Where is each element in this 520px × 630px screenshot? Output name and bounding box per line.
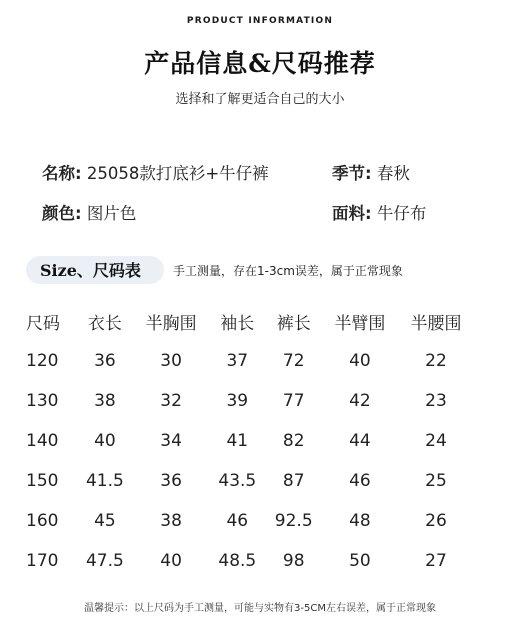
table-cell: 44 (349, 431, 371, 451)
table-cell: 160 (26, 511, 59, 531)
table-cell: 22 (425, 351, 447, 371)
info-name-value: 25058款打底衫+牛仔裤 (86, 164, 269, 183)
table-cell: 120 (26, 351, 59, 371)
table-cell: 150 (26, 471, 59, 491)
table-cell: 41 (226, 431, 249, 451)
table-cell: 72 (282, 351, 305, 371)
table-cell: 38 (160, 511, 182, 531)
info-fabric (332, 200, 426, 224)
info-fabric-key: 面料: (332, 204, 372, 223)
table-cell: 25 (425, 471, 447, 491)
table-row (26, 541, 474, 581)
table-cell: 82 (282, 431, 305, 451)
table-cell: 40 (94, 431, 116, 451)
info-color (42, 200, 136, 224)
header-cell-pants-length: 裤长 (276, 313, 311, 334)
table-cell: 40 (160, 551, 182, 571)
size-table (26, 301, 474, 581)
table-cell: 42 (349, 391, 371, 411)
info-name-key: 名称: (42, 164, 82, 183)
table-cell: 130 (26, 391, 59, 411)
table-cell: 46 (226, 511, 249, 531)
info-fabric-value: 牛仔布 (376, 204, 427, 223)
info-season (332, 160, 410, 184)
table-cell: 92.5 (274, 511, 313, 531)
table-row (26, 421, 474, 461)
table-cell: 38 (94, 391, 116, 411)
table-cell: 87 (282, 471, 305, 491)
table-cell: 24 (425, 431, 447, 451)
table-row (26, 461, 474, 501)
table-cell: 39 (226, 391, 249, 411)
table-cell: 37 (226, 351, 249, 371)
table-cell: 26 (425, 511, 447, 531)
table-cell: 41.5 (85, 471, 124, 491)
table-row (26, 501, 474, 541)
table-cell: 32 (160, 391, 182, 411)
table-cell: 23 (425, 391, 447, 411)
table-cell: 77 (282, 391, 305, 411)
table-cell: 50 (349, 551, 371, 571)
table-cell: 36 (160, 471, 182, 491)
header-cell-sleeve-length: 袖长 (220, 313, 255, 334)
table-cell: 34 (160, 431, 182, 451)
table-cell: 43.5 (218, 471, 257, 491)
table-cell: 30 (160, 351, 182, 371)
size-chart-note: 手工测量，存在1-3cm误差，属于正常现象 (173, 264, 403, 278)
table-cell: 48 (349, 511, 371, 531)
table-cell: 40 (349, 351, 371, 371)
table-cell: 36 (94, 351, 116, 371)
size-table-header-row (26, 301, 474, 341)
header-cell-half-waist: 半腰围 (410, 313, 462, 334)
table-cell: 48.5 (218, 551, 257, 571)
table-cell: 27 (425, 551, 447, 571)
table-cell: 98 (282, 551, 305, 571)
info-season-key: 季节: (332, 164, 372, 183)
table-cell: 47.5 (85, 551, 124, 571)
info-name (42, 160, 269, 184)
info-color-value: 图片色 (86, 204, 137, 223)
header-en-title: PRODUCT INFORMATION (186, 16, 334, 26)
size-chart-title: Size、尺码表 (40, 261, 141, 280)
header-subtitle: 选择和了解更适合自己的大小 (175, 92, 345, 107)
table-row (26, 381, 474, 421)
table-cell: 170 (26, 551, 59, 571)
table-cell: 140 (26, 431, 59, 451)
table-cell: 45 (94, 511, 116, 531)
header-cell-half-chest: 半胸围 (145, 313, 197, 334)
table-cell: 46 (349, 471, 371, 491)
footer-note: 温馨提示：以上尺码为手工测量，可能与实物有3-5CM左右误差，属于正常现象 (84, 603, 436, 614)
header-cell-size: 尺码 (26, 313, 60, 334)
info-season-value: 春秋 (376, 164, 410, 183)
table-row (26, 341, 474, 381)
header-cn-title: 产品信息&尺码推荐 (144, 49, 376, 78)
info-color-key: 颜色: (42, 204, 82, 223)
header-cell-half-arm: 半臂围 (334, 313, 386, 334)
header-cell-garment-length: 衣长 (87, 313, 122, 334)
